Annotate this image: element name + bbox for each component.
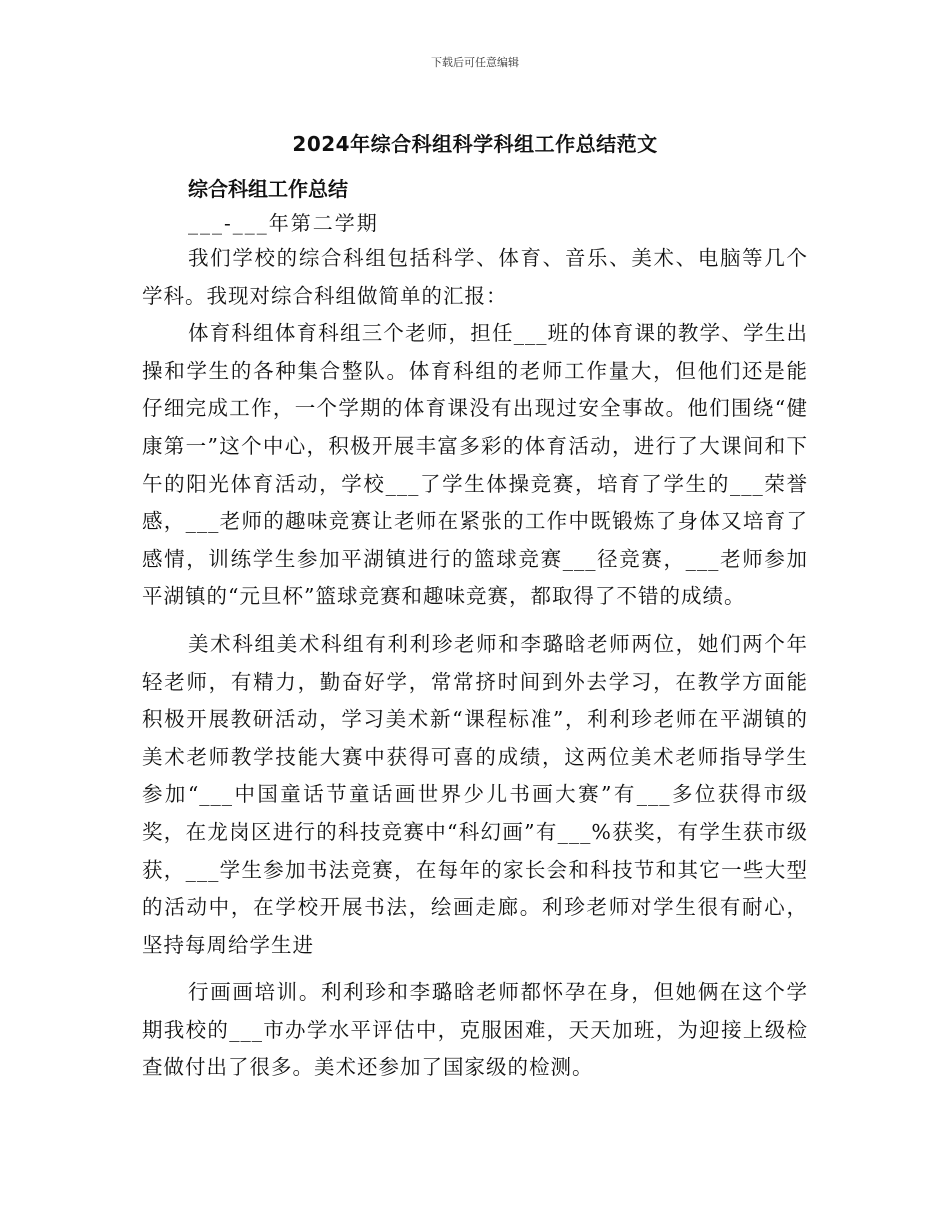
- paragraph-art-training: 行画画培训。利利珍和李璐晗老师都怀孕在身，但她俩在这个学期我校的___市办学水平评估中，克服困难，天天加班，为迎接上级检查做付出了很多。美术还参加了国家级的检测。: [142, 980, 808, 1080]
- paragraph-pe-group: 体育科组体育科组三个老师，担任___班的体育课的教学、学生出操和学生的各种集合整队。体育科组的老师工作量大，但他们还是能仔细完成工作，一个学期的体育课没有出现过安全事故。他们围绕“健康第一”这个中心，积极开展丰富多彩的体育活动，进行了大课间和下午的阳光体育活动，学校___了学生体操竞赛，培育了学生的___荣誉感，___老师的趣味竞赛让老师在紧张的工作中既锻炼了身体又培育了感情，训练学生参加平湖镇进行的篮球竞赛___径竞赛，___老师参加平湖镇的“元旦杯”篮球竞赛和趣味竞赛，都取得了不错的成绩。: [142, 321, 808, 609]
- paragraph-intro: 我们学校的综合科组包括科学、体育、音乐、美术、电脑等几个学科。我现对综合科组做简单的汇报：: [142, 246, 808, 308]
- section-heading: 综合科组工作总结: [188, 177, 348, 201]
- document-title: 2024年综合科组科学科组工作总结范文: [292, 132, 658, 156]
- document-body: [142, 172, 808, 1087]
- paragraph-art-group: 美术科组美术科组有利利珍老师和李璐晗老师两位，她们两个年轻老师，有精力，勤奋好学，常常挤时间到外去学习，在教学方面能积极开展教研活动，学习美术新“课程标准”，利利珍老师在平湖镇的美术老师教学技能大赛中获得可喜的成绩，这两位美术老师指导学生参加“___中国童话节童话画世界少儿书画大赛”有___多位获得市级奖，在龙岗区进行的科技竞赛中“科幻画”有___%获奖，有学生获市级获，___学生参加书法竞赛，在每年的家长会和科技节和其它一些大型的活动中，在学校开展书法，绘画走廊。利珍老师对学生很有耐心，坚持每周给学生进: [142, 631, 808, 957]
- page-header-note: 下载后可任意编辑: [431, 56, 519, 69]
- term-line: ___-___年第二学期: [188, 211, 379, 235]
